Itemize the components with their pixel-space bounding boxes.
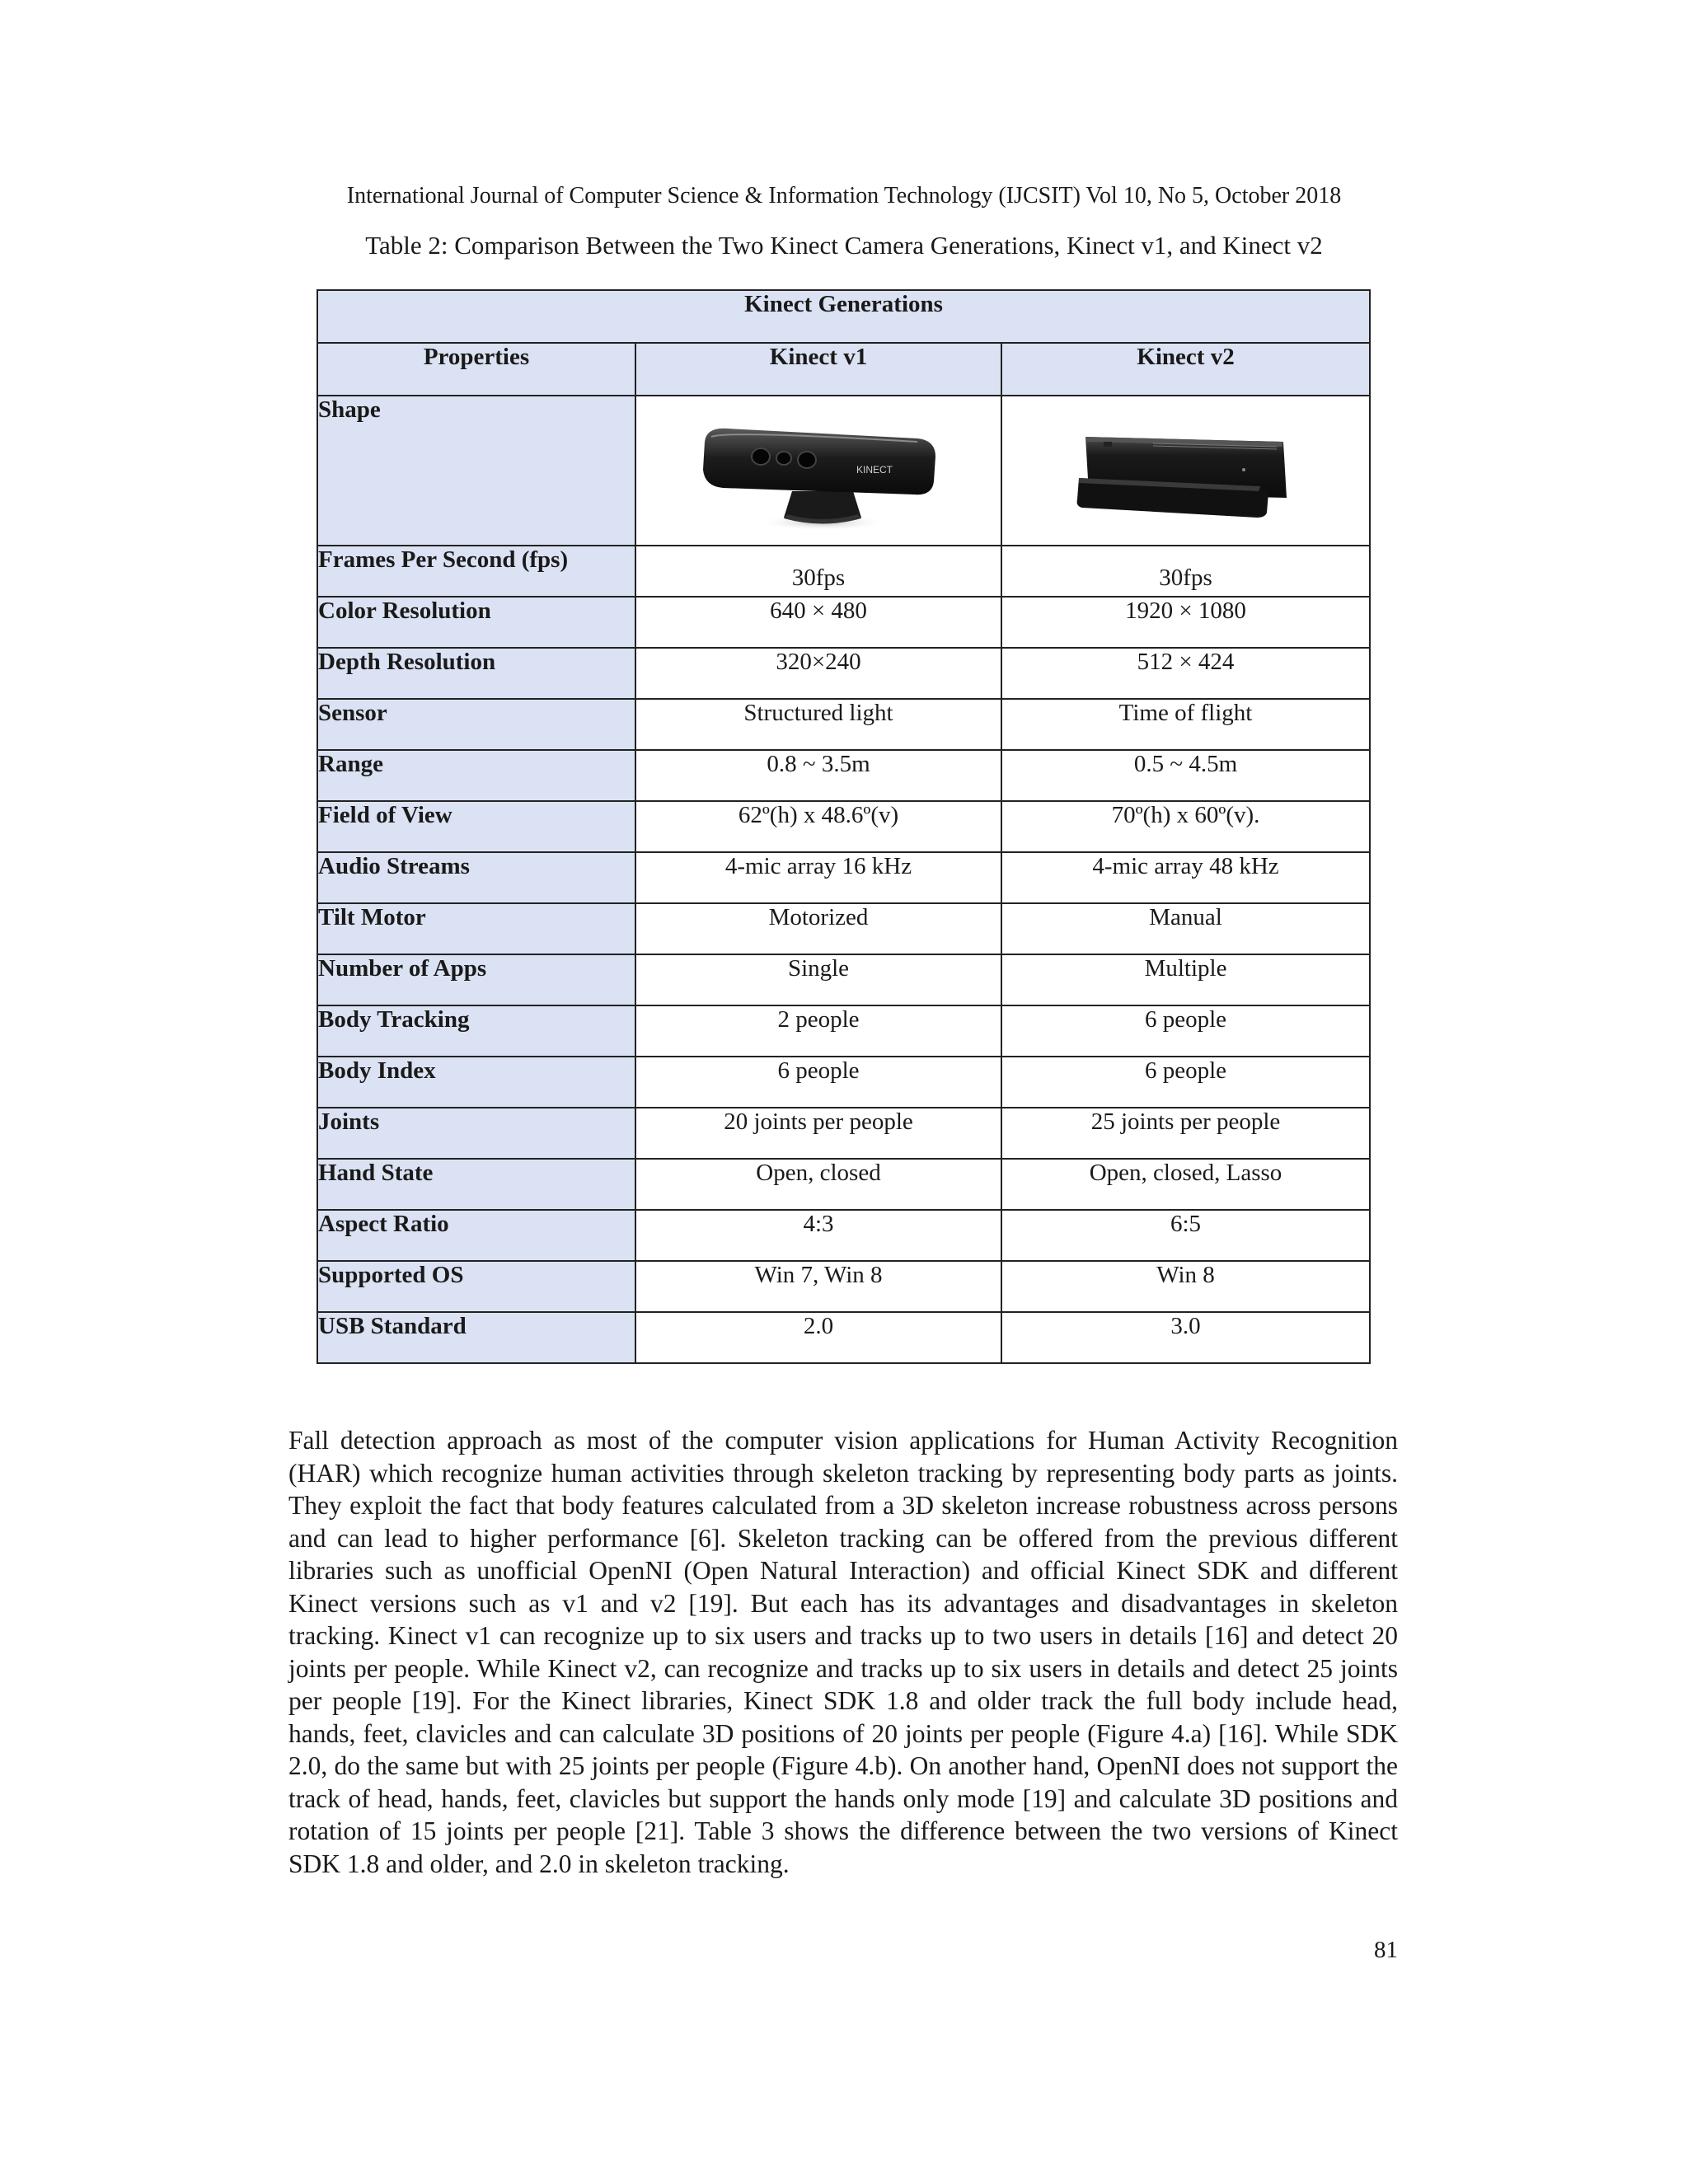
- cell-kinect-v1: Motorized: [635, 903, 1001, 954]
- row-label: Body Tracking: [317, 1005, 635, 1057]
- table-caption: Table 2: Comparison Between the Two Kinect Camera Generations, Kinect v1, and Kinect v2: [365, 231, 1323, 260]
- body-paragraph: Fall detection approach as most of the computer vision applications for Human Activity Recognition (HAR) which recognize human activities through skeleton tracking by representing body parts as joints. They exploit the fact that body features calculated from a 3D skeleton increase robustness across persons and can lead to higher performance [6]. Skeleton tracking can be offered from the previous different libraries such as unofficial OpenNI (Open Natural Interaction) and official Kinect SDK and different Kinect versions such as v1 and v2 [19]. But each has its advantages and disadvantages in skeleton tracking. Kinect v1 can recognize up to six users and tracks up to two users in details [16] and detect 20 joints per people. While Kinect v2, can recognize and tracks up to six users in details and detect 25 joints per people [19]. For the Kinect libraries, Kinect SDK 1.8 and older track the full body include head, hands, feet, clavicles and can calculate 3D positions of 20 joints per people (Figure 4.a) [16]. While SDK 2.0, do the same but with 25 joints per people (Figure 4.b). On another hand, OpenNI does not support the track of head, hands, feet, clavicles but support the hands only mode [19] and calculate 3D positions and rotation of 15 joints per people [21]. Table 3 shows the difference between the two versions of Kinect SDK 1.8 and older, and 2.0 in skeleton tracking.: [288, 1426, 1398, 1878]
- cell-kinect-v2: 6 people: [1001, 1057, 1370, 1108]
- cell-kinect-v1: 2.0: [635, 1312, 1001, 1363]
- cell-kinect-v1: 2 people: [635, 1005, 1001, 1057]
- table-row: [317, 597, 1370, 648]
- table-row: [317, 750, 1370, 801]
- table-row: [317, 1108, 1370, 1159]
- table-row: [317, 1057, 1370, 1108]
- table-row: [317, 1261, 1370, 1312]
- kinect-generations-header: Kinect Generations: [317, 290, 1370, 343]
- cell-kinect-v1: 4-mic array 16 kHz: [635, 852, 1001, 903]
- table-row: [317, 546, 1370, 597]
- table-group-header-row: [317, 290, 1370, 343]
- cell-kinect-v1: Win 7, Win 8: [635, 1261, 1001, 1312]
- cell-kinect-v1: 4:3: [635, 1210, 1001, 1261]
- cell-kinect-v2: Manual: [1001, 903, 1370, 954]
- journal-header: International Journal of Computer Science & Information Technology (IJCSIT) Vol 10, No 5, October 2018: [346, 183, 1342, 209]
- row-label: Supported OS: [317, 1261, 635, 1312]
- table-row: [317, 1312, 1370, 1363]
- table-row: [317, 801, 1370, 852]
- col-header-kinect-v1: Kinect v1: [635, 343, 1001, 396]
- cell-kinect-v2: 30fps: [1001, 546, 1370, 597]
- cell-kinect-v2: 1920 × 1080: [1001, 597, 1370, 648]
- table-row: [317, 648, 1370, 699]
- table-row: [317, 954, 1370, 1005]
- cell-kinect-v2: 6 people: [1001, 1005, 1370, 1057]
- cell-kinect-v2: 6:5: [1001, 1210, 1370, 1261]
- cell-kinect-v2: Open, closed, Lasso: [1001, 1159, 1370, 1210]
- col-header-kinect-v2: Kinect v2: [1001, 343, 1370, 396]
- comparison-table: [316, 289, 1371, 1364]
- row-label: Sensor: [317, 699, 635, 750]
- cell-kinect-v1: 320×240: [635, 648, 1001, 699]
- row-label: Number of Apps: [317, 954, 635, 1005]
- cell-kinect-v1: Structured light: [635, 699, 1001, 750]
- cell-kinect-v2: Multiple: [1001, 954, 1370, 1005]
- cell-kinect-v2: 3.0: [1001, 1312, 1370, 1363]
- cell-kinect-v1: 20 joints per people: [635, 1108, 1001, 1159]
- row-label: Depth Resolution: [317, 648, 635, 699]
- kinect-v2-image: [1001, 396, 1370, 546]
- cell-kinect-v1: 62º(h) x 48.6º(v): [635, 801, 1001, 852]
- row-label: Field of View: [317, 801, 635, 852]
- cell-kinect-v2: Win 8: [1001, 1261, 1370, 1312]
- row-label: USB Standard: [317, 1312, 635, 1363]
- col-header-properties: Properties: [317, 343, 635, 396]
- kinect-v1-logo-text: KINECT: [856, 464, 893, 476]
- cell-kinect-v1: Single: [635, 954, 1001, 1005]
- table-row-shape: [317, 396, 1370, 546]
- cell-kinect-v2: 512 × 424: [1001, 648, 1370, 699]
- table-row: [317, 1159, 1370, 1210]
- row-label: Hand State: [317, 1159, 635, 1210]
- kinect-v1-device-icon: [695, 409, 942, 532]
- cell-kinect-v1: 30fps: [635, 546, 1001, 597]
- row-label: Color Resolution: [317, 597, 635, 648]
- row-label: Joints: [317, 1108, 635, 1159]
- row-label: Body Index: [317, 1057, 635, 1108]
- table-row: [317, 1005, 1370, 1057]
- table-row: [317, 1210, 1370, 1261]
- cell-kinect-v1: 640 × 480: [635, 597, 1001, 648]
- cell-kinect-v2: 0.5 ~ 4.5m: [1001, 750, 1370, 801]
- row-label: Aspect Ratio: [317, 1210, 635, 1261]
- row-label: Audio Streams: [317, 852, 635, 903]
- table-row: [317, 903, 1370, 954]
- cell-kinect-v2: 4-mic array 48 kHz: [1001, 852, 1370, 903]
- kinect-v1-image: [635, 396, 1001, 546]
- row-label: Frames Per Second (fps): [317, 546, 635, 597]
- cell-kinect-v2: Time of flight: [1001, 699, 1370, 750]
- cell-kinect-v2: 25 joints per people: [1001, 1108, 1370, 1159]
- table-row: [317, 852, 1370, 903]
- cell-kinect-v2: 70º(h) x 60º(v).: [1001, 801, 1370, 852]
- table-row: [317, 699, 1370, 750]
- kinect-v2-device-icon: [1071, 417, 1301, 524]
- row-label: Tilt Motor: [317, 903, 635, 954]
- row-label: Range: [317, 750, 635, 801]
- table-column-header-row: [317, 343, 1370, 396]
- cell-kinect-v1: Open, closed: [635, 1159, 1001, 1210]
- cell-kinect-v1: 6 people: [635, 1057, 1001, 1108]
- row-label-shape: Shape: [317, 396, 635, 546]
- cell-kinect-v1: 0.8 ~ 3.5m: [635, 750, 1001, 801]
- page-number: 81: [1374, 1937, 1398, 1963]
